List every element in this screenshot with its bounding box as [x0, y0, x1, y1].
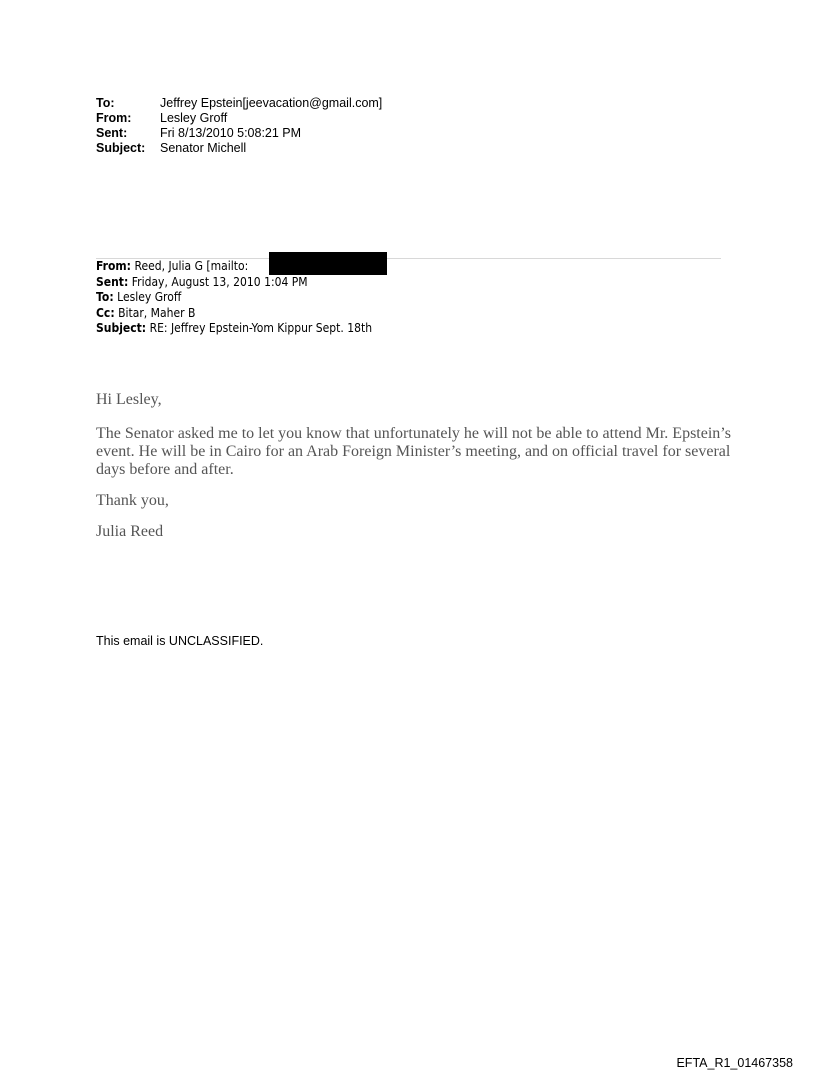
- fwd-subject-row: [96, 321, 372, 337]
- fwd-to-value: Lesley Groff: [117, 290, 182, 304]
- fwd-sent-value: Friday, August 13, 2010 1:04 PM: [131, 274, 308, 289]
- header-subject-row: [96, 141, 382, 156]
- header-to-value: Jeffrey Epstein[jeevacation@gmail.com]: [160, 96, 383, 110]
- fwd-cc-label: Cc:: [96, 305, 115, 320]
- fwd-from-value: Reed, Julia G [mailto:: [134, 259, 249, 273]
- fwd-cc-value: Bitar, Maher B: [118, 305, 196, 320]
- header-from-value: Lesley Groff: [160, 111, 228, 125]
- message-paragraph: The Senator asked me to let you know that unfortunately he will not be able to attend Mr. Epstein’s event. He will be in Cairo for an Arab Foreign Minister’s meeting, and on official travel for several days before and after.: [96, 425, 731, 478]
- message-closing: Thank you,: [96, 492, 169, 509]
- message-body: [96, 391, 736, 554]
- fwd-to-label: To:: [96, 290, 114, 304]
- fwd-from-label: From:: [96, 259, 132, 273]
- fwd-sent-row: [96, 275, 372, 291]
- header-sent-label: Sent:: [96, 126, 128, 140]
- fwd-cc-row: [96, 306, 372, 322]
- message-signature: Julia Reed: [96, 523, 164, 540]
- document-id: EFTA_R1_01467358: [676, 1056, 793, 1070]
- fwd-to-row: [96, 290, 372, 306]
- header-sent-row: [96, 126, 382, 141]
- header-from-row: [96, 111, 382, 126]
- message-greeting: Hi Lesley,: [96, 391, 162, 408]
- header-sent-value: Fri 8/13/2010 5:08:21 PM: [160, 126, 302, 140]
- fwd-subject-value: RE: Jeffrey Epstein-Yom Kippur Sept. 18th: [149, 321, 373, 335]
- fwd-subject-label: Subject:: [96, 321, 147, 335]
- fwd-sent-label: Sent:: [96, 274, 129, 289]
- header-to-row: [96, 96, 382, 111]
- header-from-label: From:: [96, 111, 132, 125]
- header-subject-value: Senator Michell: [160, 141, 247, 155]
- email-header: [96, 96, 382, 156]
- header-to-label: To:: [96, 96, 115, 110]
- redaction-box: [269, 252, 387, 275]
- classification-notice: This email is UNCLASSIFIED.: [96, 634, 264, 648]
- header-subject-label: Subject:: [96, 141, 146, 155]
